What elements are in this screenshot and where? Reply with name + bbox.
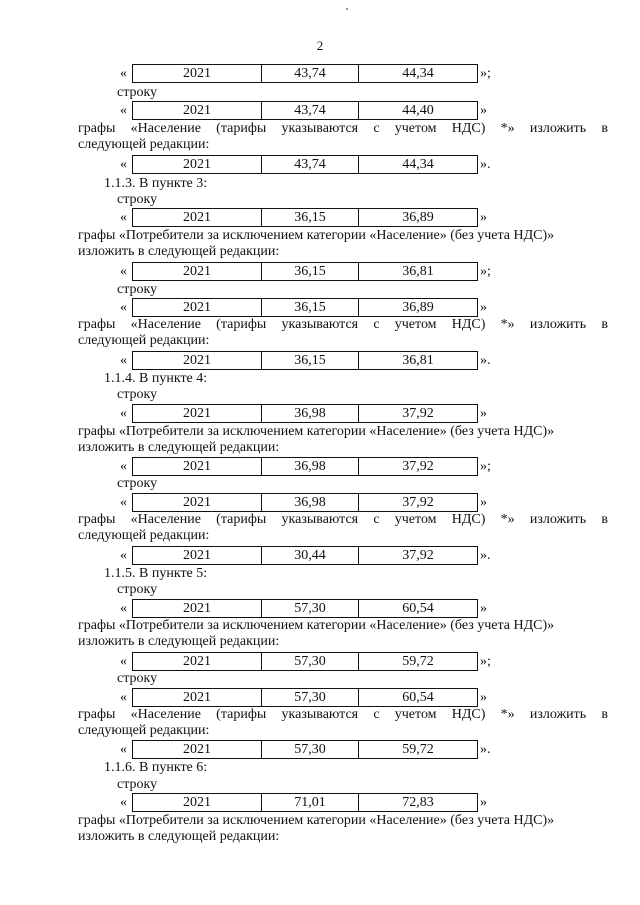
- cell-value-1: 71,01: [262, 794, 359, 811]
- cell-value-2: 36,89: [402, 210, 434, 225]
- cell-year: 2021: [133, 741, 262, 758]
- open-quote: «: [120, 300, 127, 315]
- table-cells: [132, 793, 478, 812]
- open-quote: «: [120, 548, 127, 563]
- potrebiteli-paragraph: [78, 228, 608, 260]
- cell-value-2: 37,92: [402, 495, 434, 510]
- table-cells: [132, 208, 478, 227]
- cell-year: 2021: [133, 458, 262, 475]
- paragraph-line: следующей редакции:: [78, 333, 210, 348]
- cell-year: 2021: [133, 352, 262, 369]
- close-quote: ».: [480, 548, 491, 563]
- close-quote: »: [480, 495, 487, 510]
- stroku-label: строку: [117, 387, 158, 402]
- table-cells: [132, 298, 478, 317]
- naselenie-paragraph: [78, 121, 608, 153]
- paragraph-line: изложить в следующей редакции:: [78, 829, 280, 844]
- close-quote: »: [480, 690, 487, 705]
- paragraph-line: графы «Население (тарифы указываются с учетом НДС) *» изложить в: [78, 121, 608, 136]
- cell-value-1: 36,15: [262, 209, 359, 226]
- cell-value-1: 57,30: [262, 741, 359, 758]
- cell-value-2: 60,54: [402, 690, 434, 705]
- cell-value-1: 57,30: [262, 653, 359, 670]
- open-quote: «: [120, 654, 127, 669]
- potrebiteli-paragraph: [78, 813, 608, 845]
- open-quote: «: [120, 495, 127, 510]
- table-cells: [132, 599, 478, 618]
- paragraph-line: графы «Население (тарифы указываются с учетом НДС) *» изложить в: [78, 317, 608, 332]
- potrebiteli-paragraph: [78, 618, 608, 650]
- scan-dot: [346, 8, 348, 10]
- cell-year: 2021: [133, 102, 262, 119]
- cell-year: 2021: [133, 65, 262, 82]
- paragraph-line: графы «Население (тарифы указываются с учетом НДС) *» изложить в: [78, 512, 608, 527]
- naselenie-paragraph: [78, 317, 608, 349]
- open-quote: «: [120, 795, 127, 810]
- open-quote: «: [120, 103, 127, 118]
- open-quote: «: [120, 601, 127, 616]
- cell-value-1: 43,74: [262, 156, 359, 173]
- close-quote: »;: [480, 459, 491, 474]
- cell-year: 2021: [133, 405, 262, 422]
- cell-value-1: 57,30: [262, 600, 359, 617]
- paragraph-line: изложить в следующей редакции:: [78, 244, 280, 259]
- naselenie-paragraph: [78, 707, 608, 739]
- cell-value-1: 36,15: [262, 352, 359, 369]
- close-quote: »: [480, 795, 487, 810]
- close-quote: »;: [480, 264, 491, 279]
- cell-value-2: 36,89: [402, 300, 434, 315]
- close-quote: »: [480, 210, 487, 225]
- table-cells: [132, 351, 478, 370]
- cell-value-2: 59,72: [402, 654, 434, 669]
- stroku-label: строку: [117, 582, 158, 597]
- cell-year: 2021: [133, 689, 262, 706]
- cell-value-2: 44,40: [402, 103, 434, 118]
- cell-value-1: 36,15: [262, 263, 359, 280]
- table-cells: [132, 740, 478, 759]
- close-quote: »;: [480, 654, 491, 669]
- paragraph-line: графы «Потребители за исключением категории «Население» (без учета НДС)»: [78, 228, 555, 243]
- cell-value-1: 30,44: [262, 547, 359, 564]
- close-quote: »: [480, 601, 487, 616]
- table-cells: [132, 493, 478, 512]
- open-quote: «: [120, 459, 127, 474]
- close-quote: ».: [480, 742, 491, 757]
- cell-year: 2021: [133, 653, 262, 670]
- cell-year: 2021: [133, 263, 262, 280]
- cell-value-1: 36,98: [262, 458, 359, 475]
- section-heading: 1.1.3. В пункте 3:: [104, 176, 208, 191]
- cell-year: 2021: [133, 299, 262, 316]
- cell-value-1: 57,30: [262, 689, 359, 706]
- open-quote: «: [120, 66, 127, 81]
- cell-year: 2021: [133, 209, 262, 226]
- table-cells: [132, 64, 478, 83]
- cell-year: 2021: [133, 156, 262, 173]
- close-quote: ».: [480, 157, 491, 172]
- section-heading: 1.1.4. В пункте 4:: [104, 371, 208, 386]
- paragraph-line: изложить в следующей редакции:: [78, 440, 280, 455]
- cell-year: 2021: [133, 794, 262, 811]
- cell-value-2: 37,92: [402, 406, 434, 421]
- close-quote: »: [480, 300, 487, 315]
- paragraph-line: изложить в следующей редакции:: [78, 634, 280, 649]
- cell-value-2: 44,34: [402, 157, 434, 172]
- stroku-label: строку: [117, 777, 158, 792]
- stroku-label: строку: [117, 671, 158, 686]
- paragraph-line: следующей редакции:: [78, 723, 210, 738]
- cell-year: 2021: [133, 600, 262, 617]
- cell-value-2: 59,72: [402, 742, 434, 757]
- paragraph-line: следующей редакции:: [78, 137, 210, 152]
- paragraph-line: графы «Потребители за исключением категории «Население» (без учета НДС)»: [78, 618, 555, 633]
- close-quote: »;: [480, 66, 491, 81]
- paragraph-line: графы «Потребители за исключением категории «Население» (без учета НДС)»: [78, 424, 555, 439]
- cell-year: 2021: [133, 547, 262, 564]
- page-number: 2: [316, 38, 324, 53]
- cell-value-2: 37,92: [402, 548, 434, 563]
- section-heading: 1.1.6. В пункте 6:: [104, 760, 208, 775]
- table-cells: [132, 262, 478, 281]
- cell-value-1: 43,74: [262, 102, 359, 119]
- stroku-label: строку: [117, 192, 158, 207]
- naselenie-paragraph: [78, 512, 608, 544]
- close-quote: »: [480, 406, 487, 421]
- open-quote: «: [120, 406, 127, 421]
- cell-value-2: 60,54: [402, 601, 434, 616]
- cell-value-1: 36,98: [262, 405, 359, 422]
- table-cells: [132, 155, 478, 174]
- cell-value-1: 36,15: [262, 299, 359, 316]
- table-cells: [132, 101, 478, 120]
- cell-year: 2021: [133, 494, 262, 511]
- cell-value-2: 36,81: [402, 264, 434, 279]
- section-heading: 1.1.5. В пункте 5:: [104, 566, 208, 581]
- table-cells: [132, 652, 478, 671]
- open-quote: «: [120, 210, 127, 225]
- stroku-label: строку: [117, 85, 158, 100]
- table-cells: [132, 546, 478, 565]
- stroku-label: строку: [117, 476, 158, 491]
- table-cells: [132, 404, 478, 423]
- paragraph-line: следующей редакции:: [78, 528, 210, 543]
- paragraph-line: графы «Потребители за исключением категории «Население» (без учета НДС)»: [78, 813, 555, 828]
- close-quote: »: [480, 103, 487, 118]
- open-quote: «: [120, 353, 127, 368]
- table-cells: [132, 457, 478, 476]
- cell-value-1: 36,98: [262, 494, 359, 511]
- cell-value-2: 37,92: [402, 459, 434, 474]
- close-quote: ».: [480, 353, 491, 368]
- cell-value-2: 44,34: [402, 66, 434, 81]
- cell-value-2: 36,81: [402, 353, 434, 368]
- open-quote: «: [120, 264, 127, 279]
- stroku-label: строку: [117, 282, 158, 297]
- open-quote: «: [120, 690, 127, 705]
- cell-value-1: 43,74: [262, 65, 359, 82]
- table-cells: [132, 688, 478, 707]
- open-quote: «: [120, 157, 127, 172]
- paragraph-line: графы «Население (тарифы указываются с учетом НДС) *» изложить в: [78, 707, 608, 722]
- open-quote: «: [120, 742, 127, 757]
- cell-value-2: 72,83: [402, 795, 434, 810]
- potrebiteli-paragraph: [78, 424, 608, 456]
